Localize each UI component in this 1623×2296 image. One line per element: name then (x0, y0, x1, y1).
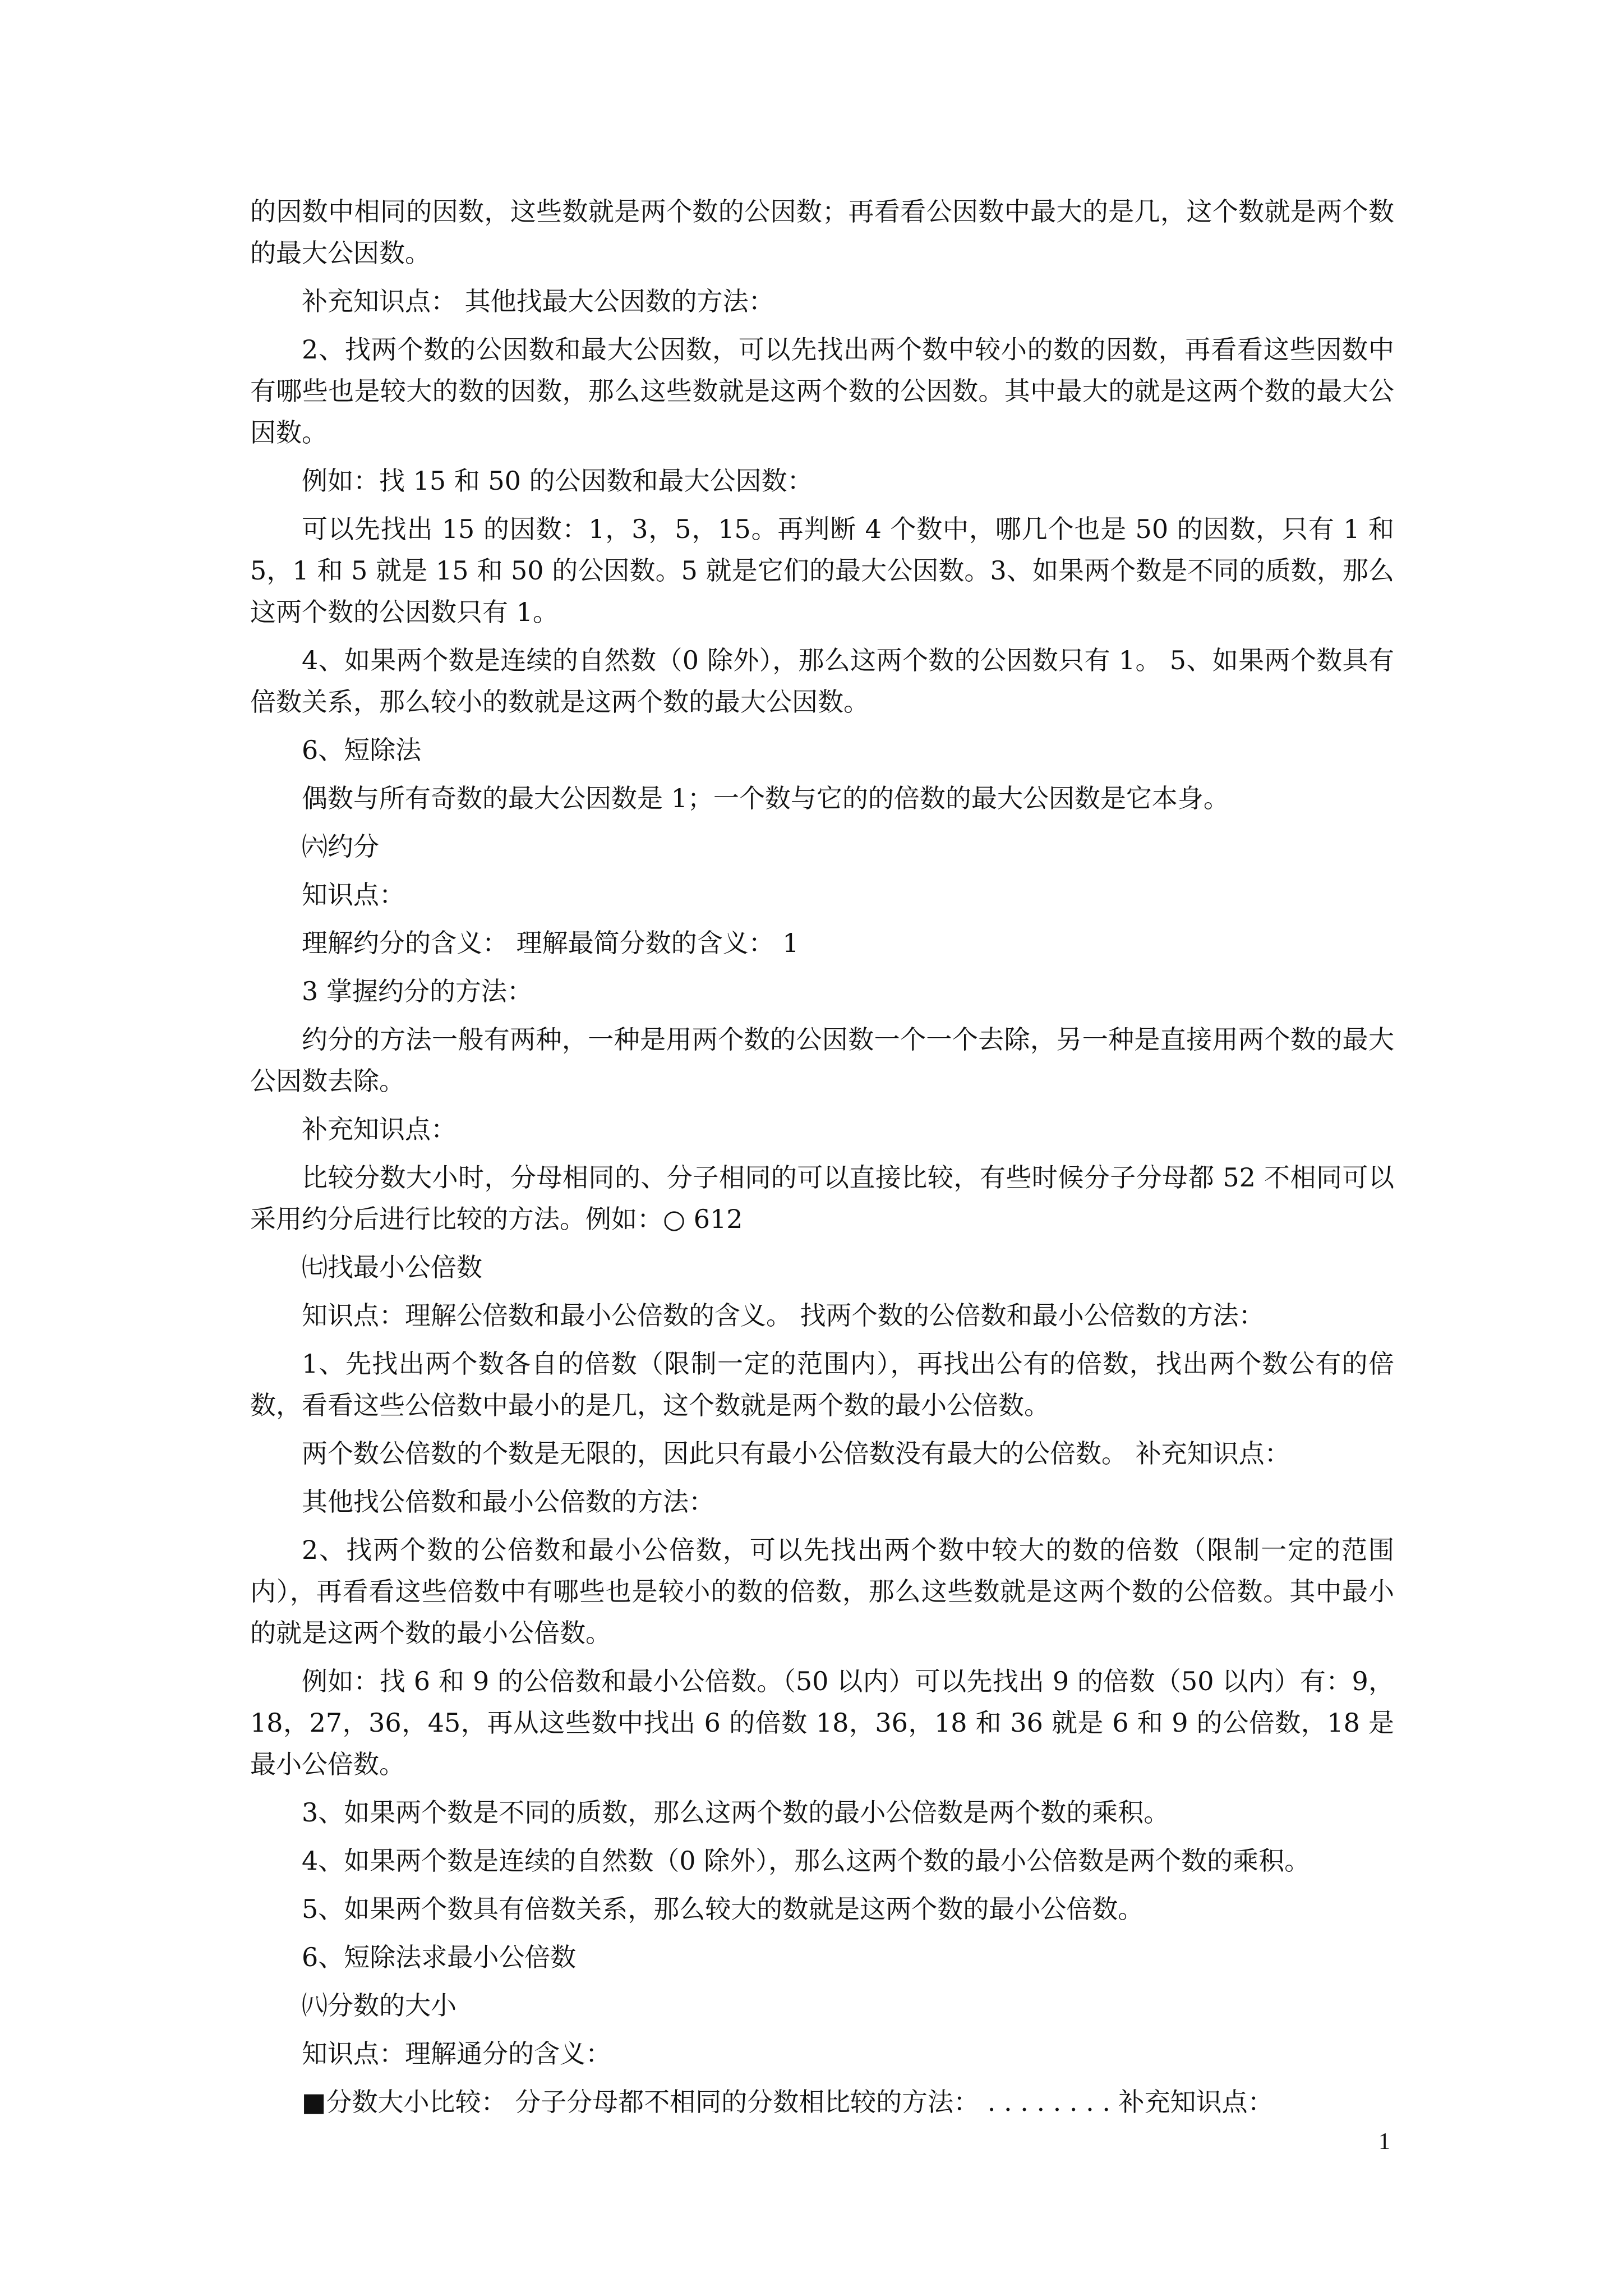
paragraph: 3 掌握约分的方法： (302, 976, 533, 1006)
paragraph: ■分数大小比较： 分子分母都不相同的分数相比较的方法： . . . . . . . . 补充知识点： (302, 2087, 1274, 2117)
section-heading: ㈦找最小公倍数 (302, 1252, 482, 1282)
paragraph: 6、短除法 (302, 735, 422, 765)
paragraph: 2、找两个数的公倍数和最小公倍数，可以先找出两个数中较大的数的倍数（限制一定的范围内），再看看这些倍数中有哪些也是较小的数的倍数，那么这些数就是这两个数的公倍数。其中最小的就是这两个数的最小公倍数。 (250, 1535, 1394, 1648)
paragraph: 6、短除法求最小公倍数 (302, 1942, 577, 1972)
paragraph: 5、如果两个数具有倍数关系，那么较大的数就是这两个数的最小公倍数。 (302, 1894, 1144, 1924)
paragraph: 约分的方法一般有两种，一种是用两个数的公因数一个一个去除，另一种是直接用两个数的最大公因数去除。 (250, 1024, 1394, 1096)
paragraph: 的因数中相同的因数，这些数就是两个数的公因数；再看看公因数中最大的是几，这个数就是两个数的最大公因数。 (250, 196, 1394, 268)
paragraph: 3、如果两个数是不同的质数，那么这两个数的最小公倍数是两个数的乘积。 (302, 1797, 1170, 1828)
paragraph: 偶数与所有奇数的最大公因数是 1；一个数与它的的倍数的最大公因数是它本身。 (302, 783, 1229, 813)
paragraph: 4、如果两个数是连续的自然数（0 除外），那么这两个数的公因数只有 1。 5、如果两个数具有倍数关系，那么较小的数就是这两个数的最大公因数。 (250, 645, 1394, 717)
paragraph: 比较分数大小时，分母相同的、分子相同的可以直接比较，有些时候分子分母都 52 不相同可以采用约分后进行比较的方法。例如：○ 612 (250, 1162, 1394, 1234)
section-heading: ㈧分数的大小 (302, 1990, 457, 2021)
paragraph: 知识点：理解公倍数和最小公倍数的含义。 找两个数的公倍数和最小公倍数的方法： (302, 1300, 1265, 1331)
paragraph: 例如：找 6 和 9 的公倍数和最小公倍数。（50 以内）可以先找出 9 的倍数（50 以内）有：9，18，27，36，45，再从这些数中找出 6 的倍数 18，36，18 和 36 就是 6 和 9 的公倍数，18 是最小公倍数。 (250, 1666, 1394, 1779)
paragraph: 补充知识点： (302, 1114, 457, 1144)
paragraph: 其他找公倍数和最小公倍数的方法： (302, 1487, 714, 1517)
paragraph: 可以先找出 15 的因数：1，3，5，15。再判断 4 个数中，哪几个也是 50 的因数，只有 1 和 5，1 和 5 就是 15 和 50 的公因数。5 就是它们的最大公因数。3、如果两个数是不同的质数，那么这两个数的公因数只有 1。 (250, 514, 1394, 627)
paragraph: 4、如果两个数是连续的自然数（0 除外），那么这两个数的最小公倍数是两个数的乘积。 (302, 1846, 1311, 1876)
document-body (250, 191, 1394, 2129)
paragraph: 知识点： (302, 880, 405, 910)
paragraph: 2、找两个数的公因数和最大公因数，可以先找出两个数中较小的数的因数，再看看这些因数中有哪些也是较大的数的因数，那么这些数就是这两个数的公因数。其中最大的就是这两个数的最大公因数。 (250, 334, 1394, 448)
paragraph: 1、先找出两个数各自的倍数（限制一定的范围内），再找出公有的倍数，找出两个数公有的倍数，看看这些公倍数中最小的是几，这个数就是两个数的最小公倍数。 (250, 1349, 1394, 1420)
section-heading: ㈥约分 (302, 831, 379, 862)
paragraph: 例如：找 15 和 50 的公因数和最大公因数： (302, 466, 813, 496)
page-number: 1 (1378, 2129, 1390, 2155)
paragraph: 理解约分的含义： 理解最简分数的含义： 1 (302, 928, 799, 958)
paragraph: 补充知识点： 其他找最大公因数的方法： (302, 286, 774, 316)
paragraph: 两个数公倍数的个数是无限的，因此只有最小公倍数没有最大的公倍数。 补充知识点： (302, 1438, 1290, 1469)
paragraph: 知识点：理解通分的含义： (302, 2039, 611, 2069)
